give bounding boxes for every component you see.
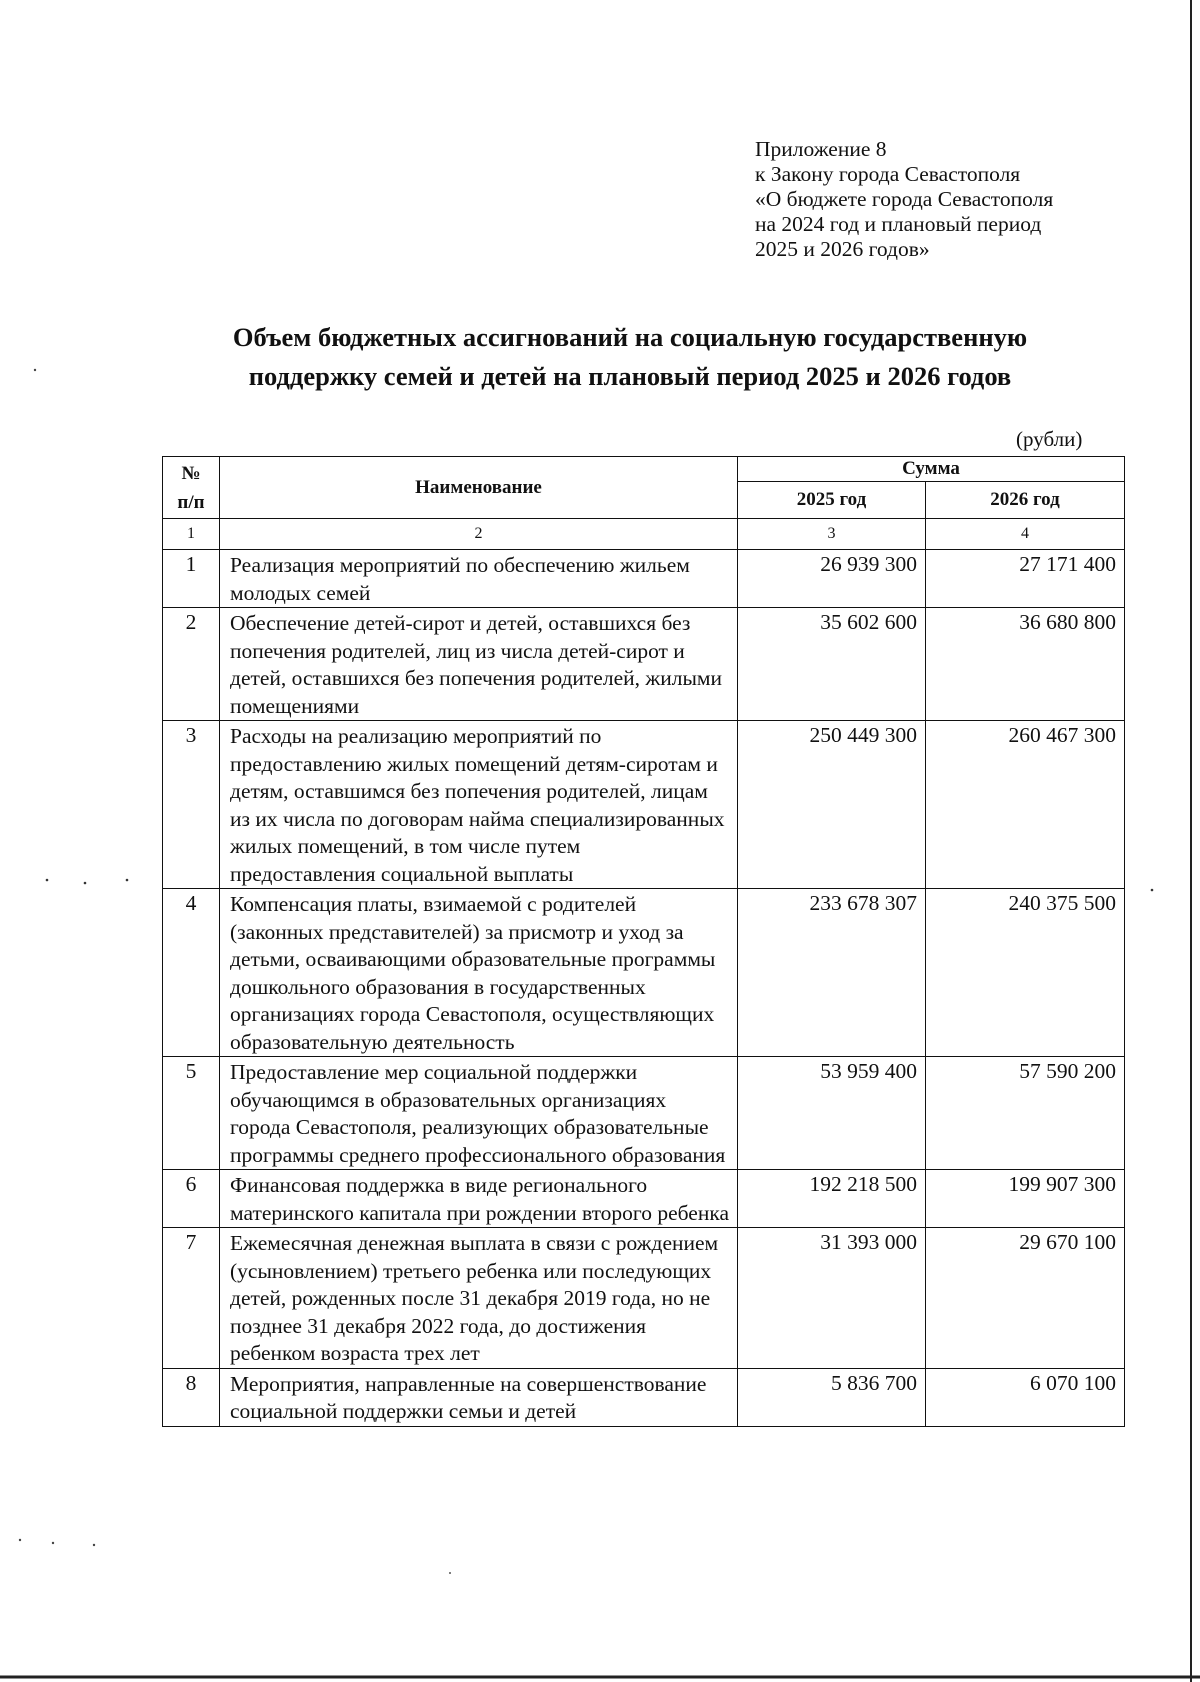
row-name: Расходы на реализацию мероприятий по предоставлению жилых помещений детям-сиротам и детям, оставшимся без попечения родителей, лицам из их числа по договорам найма специализированных жилых помещений, в том числе путем предоставления социальной выплаты	[220, 721, 738, 889]
row-amount-2025: 5 836 700	[738, 1368, 926, 1426]
appendix-line: на 2024 год и плановый период	[755, 212, 1042, 236]
title-line-1: Объем бюджетных ассигнований на социальную государственную	[232, 322, 1028, 352]
row-amount-2025: 250 449 300	[738, 721, 926, 889]
row-number: 8	[163, 1368, 220, 1426]
header-number	[163, 457, 220, 519]
header-sum: Сумма	[738, 457, 1125, 482]
budget-table	[162, 456, 1125, 1427]
row-name: Мероприятия, направленные на совершенствование социальной поддержки семьи и детей	[220, 1368, 738, 1426]
row-name: Ежемесячная денежная выплата в связи с рождением (усыновлением) третьего ребенка или последующих детей, рожденных после 31 декабря 2019 года, но не позднее 31 декабря 2022 года, до достижения ребенком возраста трех лет	[220, 1228, 738, 1369]
row-number: 2	[163, 608, 220, 721]
appendix-line: «О бюджете города Севастополя	[755, 187, 1054, 211]
row-amount-2026: 57 590 200	[926, 1057, 1125, 1170]
table-row	[163, 1057, 1125, 1170]
header-number-abbr: п/п	[177, 491, 205, 513]
row-amount-2025: 31 393 000	[738, 1228, 926, 1369]
row-amount-2025: 53 959 400	[738, 1057, 926, 1170]
row-amount-2026: 27 171 400	[926, 550, 1125, 608]
table-row	[163, 1368, 1125, 1426]
column-number: 3	[738, 519, 926, 550]
row-number: 4	[163, 889, 220, 1057]
units-label: (рубли)	[1016, 427, 1083, 451]
row-amount-2025: 233 678 307	[738, 889, 926, 1057]
appendix-line: к Закону города Севастополя	[755, 162, 1021, 186]
row-amount-2026: 36 680 800	[926, 608, 1125, 721]
row-amount-2025: 192 218 500	[738, 1170, 926, 1228]
column-number: 2	[220, 519, 738, 550]
row-amount-2026: 260 467 300	[926, 721, 1125, 889]
header-number-symbol: №	[181, 462, 201, 484]
row-number: 5	[163, 1057, 220, 1170]
row-name: Компенсация платы, взимаемой с родителей (законных представителей) за присмотр и уход за детьми, осваивающими образовательные программы дошкольного образования в государственных организациях города Севастополя, осуществляющих образовательную деятельность	[220, 889, 738, 1057]
row-amount-2025: 26 939 300	[738, 550, 926, 608]
header-year-2026: 2026 год	[926, 482, 1125, 519]
table-row	[163, 550, 1125, 608]
document-title	[130, 318, 1130, 396]
row-number: 6	[163, 1170, 220, 1228]
row-number: 7	[163, 1228, 220, 1369]
title-line-2: поддержку семей и детей на плановый период 2025 и 2026 годов	[248, 361, 1012, 391]
appendix-line: Приложение 8	[755, 137, 887, 161]
row-name: Реализация мероприятий по обеспечению жильем молодых семей	[220, 550, 738, 608]
row-amount-2026: 199 907 300	[926, 1170, 1125, 1228]
row-amount-2026: 6 070 100	[926, 1368, 1125, 1426]
table-row	[163, 608, 1125, 721]
table-row	[163, 889, 1125, 1057]
row-amount-2026: 29 670 100	[926, 1228, 1125, 1369]
column-number: 4	[926, 519, 1125, 550]
row-name: Предоставление мер социальной поддержки обучающимся в образовательных организациях города Севастополя, реализующих образовательные программы среднего профессионального образования	[220, 1057, 738, 1170]
table-row	[163, 721, 1125, 889]
appendix-line: 2025 и 2026 годов»	[755, 237, 930, 261]
header-year-2025: 2025 год	[738, 482, 926, 519]
column-number-row	[163, 519, 1125, 550]
header-name: Наименование	[220, 457, 738, 519]
row-amount-2026: 240 375 500	[926, 889, 1125, 1057]
appendix-heading	[755, 137, 1053, 262]
row-number: 1	[163, 550, 220, 608]
row-amount-2025: 35 602 600	[738, 608, 926, 721]
table-row	[163, 1170, 1125, 1228]
row-name: Финансовая поддержка в виде регионального материнского капитала при рождении второго ребенка	[220, 1170, 738, 1228]
row-number: 3	[163, 721, 220, 889]
column-number: 1	[163, 519, 220, 550]
table-row	[163, 1228, 1125, 1369]
row-name: Обеспечение детей-сирот и детей, оставшихся без попечения родителей, лиц из числа детей-сирот и детей, оставшихся без попечения родителей, жилыми помещениями	[220, 608, 738, 721]
